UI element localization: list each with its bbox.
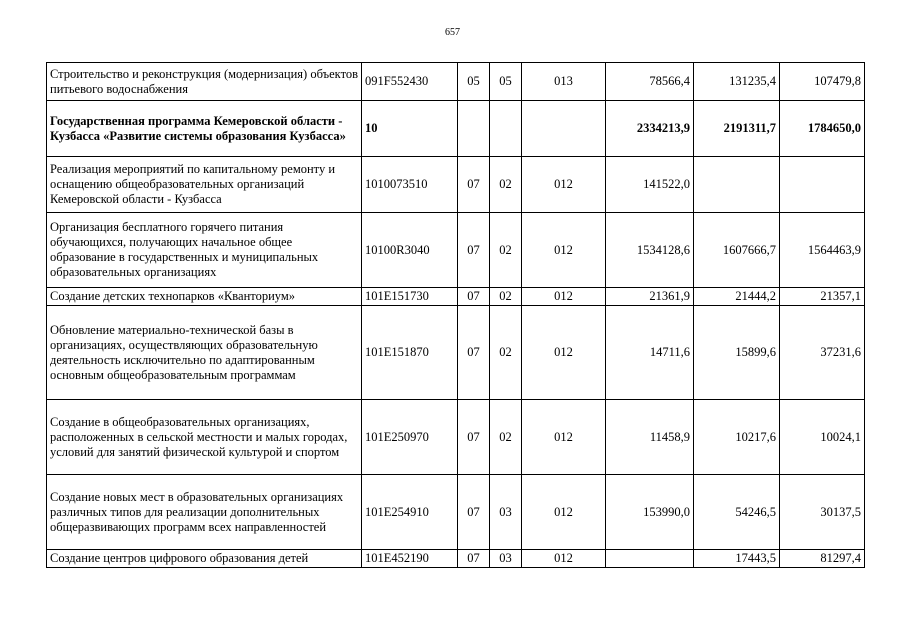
row-value-3-cell: 10024,1 [780,400,865,475]
row-value-1-cell: 2334213,9 [606,101,694,157]
row-name-cell: Обновление материально-технической базы в организациях, осуществляющих образовательную деятельность исключительно по адаптированным основным общеобразовательным программам [47,306,362,400]
row-expense-type-cell: 012 [522,306,606,400]
row-value-3-cell: 21357,1 [780,288,865,306]
row-expense-type-cell: 012 [522,550,606,568]
row-code-cell: 10 [362,101,458,157]
row-code-cell: 10100R3040 [362,213,458,288]
row-value-2-cell: 131235,4 [694,63,780,101]
row-value-1-cell [606,550,694,568]
row-value-2-cell: 17443,5 [694,550,780,568]
row-value-3-cell: 1564463,9 [780,213,865,288]
row-section-cell: 07 [458,400,490,475]
row-code-cell: 101E452190 [362,550,458,568]
row-value-2-cell: 2191311,7 [694,101,780,157]
table-row [47,550,865,568]
row-code-cell: 101E250970 [362,400,458,475]
row-section-cell [458,101,490,157]
row-name-cell: Строительство и реконструкция (модернизация) объектов питьевого водоснабжения [47,63,362,101]
row-name-cell: Государственная программа Кемеровской области - Кузбасса «Развитие системы образования Кузбасса» [47,101,362,157]
row-value-3-cell: 81297,4 [780,550,865,568]
row-section-cell: 07 [458,550,490,568]
row-value-1-cell: 78566,4 [606,63,694,101]
row-value-3-cell: 1784650,0 [780,101,865,157]
row-value-2-cell: 21444,2 [694,288,780,306]
row-expense-type-cell: 012 [522,157,606,213]
row-section-cell: 05 [458,63,490,101]
row-expense-type-cell: 012 [522,288,606,306]
row-name-cell: Создание детских технопарков «Кванториум» [47,288,362,306]
row-expense-type-cell: 012 [522,213,606,288]
row-value-3-cell: 37231,6 [780,306,865,400]
row-subsection-cell: 02 [490,157,522,213]
row-code-cell: 1010073510 [362,157,458,213]
page-number: 657 [445,27,460,38]
row-subsection-cell: 02 [490,213,522,288]
row-value-2-cell: 10217,6 [694,400,780,475]
row-value-2-cell: 15899,6 [694,306,780,400]
row-value-2-cell: 54246,5 [694,475,780,550]
row-value-1-cell: 11458,9 [606,400,694,475]
table-row [47,101,865,157]
row-subsection-cell: 03 [490,550,522,568]
row-subsection-cell: 02 [490,400,522,475]
row-subsection-cell: 03 [490,475,522,550]
row-section-cell: 07 [458,288,490,306]
row-subsection-cell: 02 [490,288,522,306]
table-row [47,288,865,306]
row-value-3-cell: 30137,5 [780,475,865,550]
budget-table [46,62,865,568]
table-row [47,475,865,550]
row-section-cell: 07 [458,157,490,213]
row-code-cell: 101E151730 [362,288,458,306]
row-section-cell: 07 [458,475,490,550]
row-value-2-cell: 1607666,7 [694,213,780,288]
row-value-1-cell: 153990,0 [606,475,694,550]
row-name-cell: Создание центров цифрового образования детей [47,550,362,568]
table-row [47,63,865,101]
table-row [47,400,865,475]
row-name-cell: Создание новых мест в образовательных организациях различных типов для реализации дополнительных общеразвивающих программ всех направленностей [47,475,362,550]
row-subsection-cell: 05 [490,63,522,101]
row-expense-type-cell: 012 [522,400,606,475]
row-section-cell: 07 [458,306,490,400]
table-row [47,213,865,288]
row-value-1-cell: 141522,0 [606,157,694,213]
row-expense-type-cell [522,101,606,157]
row-code-cell: 101E254910 [362,475,458,550]
row-name-cell: Создание в общеобразовательных организациях, расположенных в сельской местности и малых городах, условий для занятий физической культурой и спортом [47,400,362,475]
row-value-3-cell: 107479,8 [780,63,865,101]
row-name-cell: Организация бесплатного горячего питания обучающихся, получающих начальное общее образование в государственных и муниципальных образовательных организациях [47,213,362,288]
row-code-cell: 091F552430 [362,63,458,101]
row-value-2-cell [694,157,780,213]
row-value-1-cell: 1534128,6 [606,213,694,288]
table-row [47,306,865,400]
table-row [47,157,865,213]
row-value-1-cell: 14711,6 [606,306,694,400]
row-code-cell: 101E151870 [362,306,458,400]
row-value-3-cell [780,157,865,213]
row-value-1-cell: 21361,9 [606,288,694,306]
row-expense-type-cell: 012 [522,475,606,550]
row-expense-type-cell: 013 [522,63,606,101]
row-subsection-cell: 02 [490,306,522,400]
row-subsection-cell [490,101,522,157]
row-name-cell: Реализация мероприятий по капитальному ремонту и оснащению общеобразовательных организаций Кемеровской области - Кузбасса [47,157,362,213]
row-section-cell: 07 [458,213,490,288]
